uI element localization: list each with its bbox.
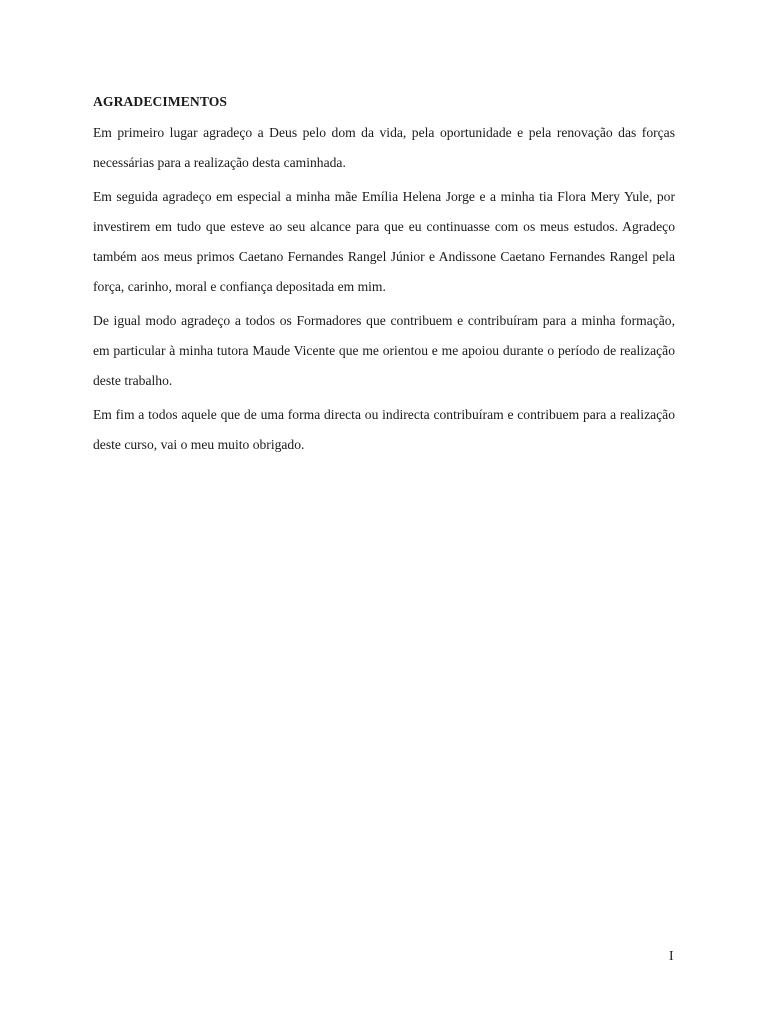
paragraph-4: Em fim a todos aquele que de uma forma directa ou indirecta contribuíram e contribuem para a realização deste curso, vai o meu muito obrigado.	[93, 407, 675, 452]
page-content	[93, 90, 675, 464]
paragraph-2: Em seguida agradeço em especial a minha mãe Emília Helena Jorge e a minha tia Flora Mery Yule, por investirem em tudo que esteve ao seu alcance para que eu continuasse com os meus estudos. Agradeço também aos meus primos Caetano Fernandes Rangel Júnior e Andissone Caetano Fernandes Rangel pela força, carinho, moral e confiança depositada em mim.	[93, 189, 675, 294]
paragraph-1: Em primeiro lugar agradeço a Deus pelo dom da vida, pela oportunidade e pela renovação das forças necessárias para a realização desta caminhada.	[93, 125, 675, 170]
paragraph-3: De igual modo agradeço a todos os Formadores que contribuem e contribuíram para a minha formação, em particular à minha tutora Maude Vicente que me orientou e me apoiou durante o período de realização deste trabalho.	[93, 313, 675, 388]
section-heading: AGRADECIMENTOS	[93, 94, 228, 109]
page-number: I	[669, 948, 674, 963]
